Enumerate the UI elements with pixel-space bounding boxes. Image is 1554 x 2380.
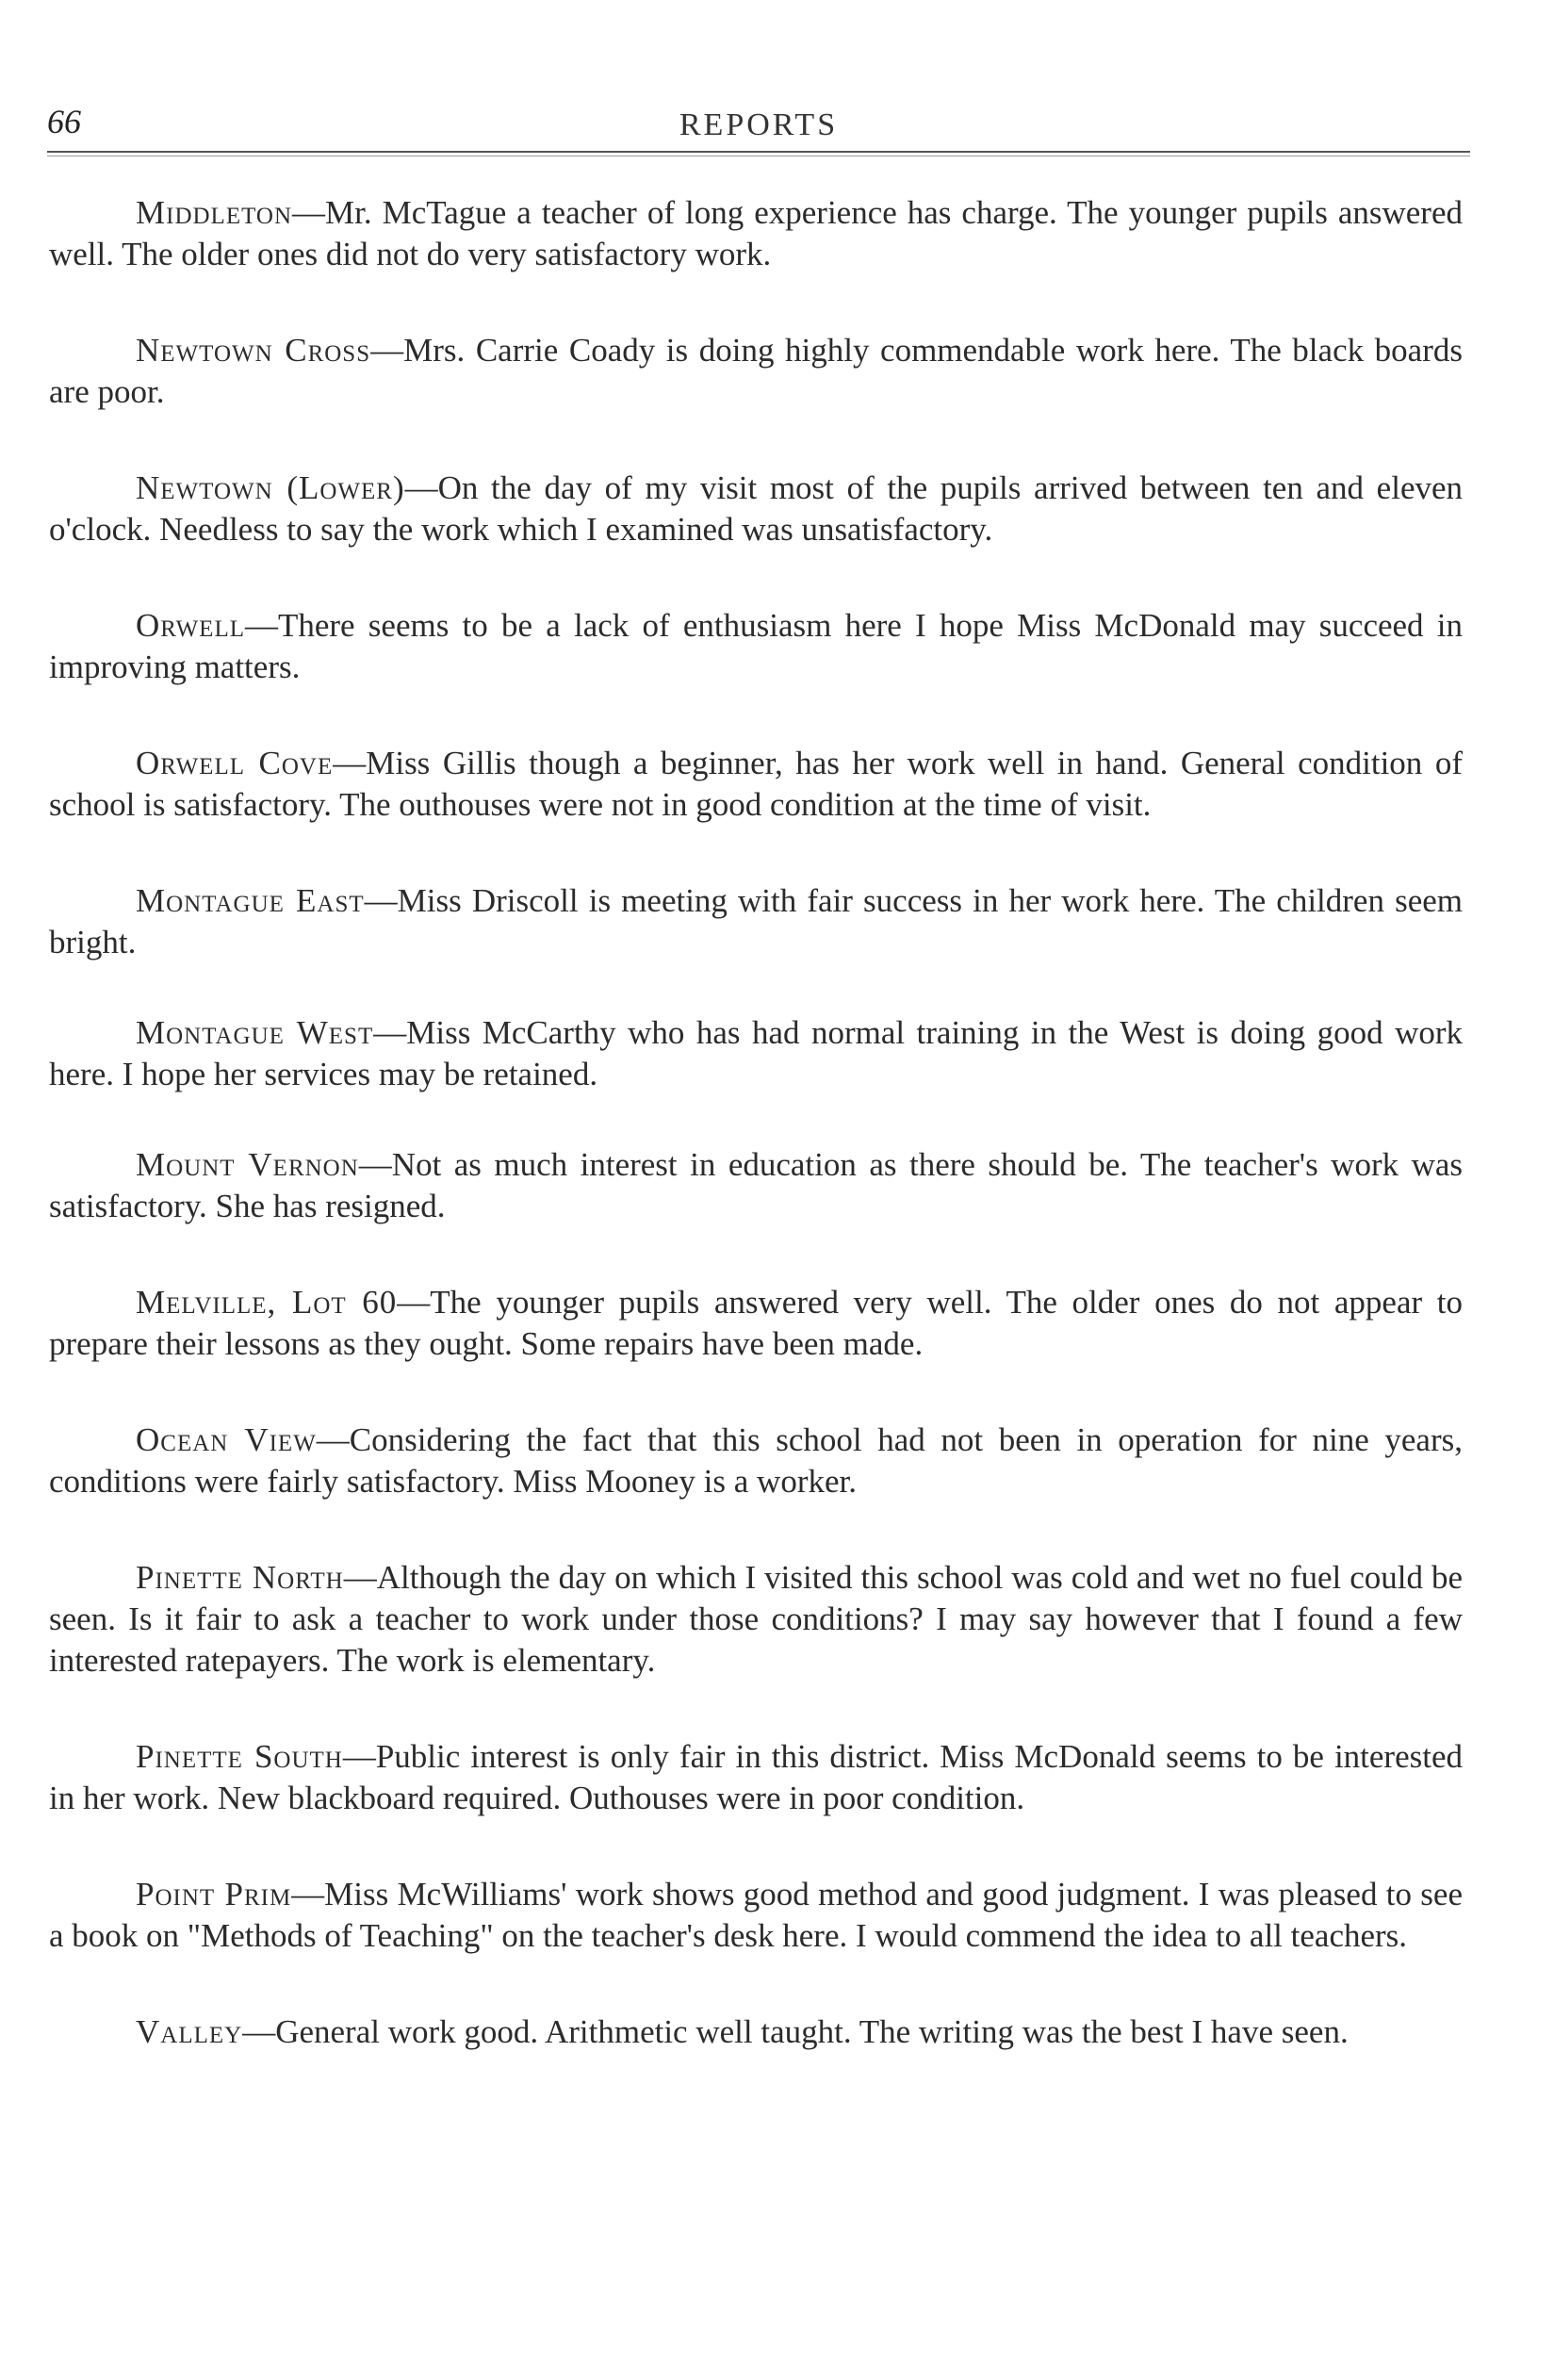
report-text: —There seems to be a lack of enthusiasm here I hope Miss McDonald may succeed in improving matters.	[49, 607, 1463, 685]
report-entry-pinette-south	[49, 1736, 1463, 1819]
report-entry-pinette-north	[49, 1557, 1463, 1682]
report-text: —Public interest is only fair in this district. Miss McDonald seems to be interested in her work. New blackboard required. Outhouses were in poor condition.	[49, 1738, 1463, 1816]
school-name: Pinette North	[136, 1559, 344, 1596]
report-body	[49, 192, 1463, 2108]
school-name: Newtown (Lower)	[136, 469, 405, 506]
report-entry-newtown-cross	[49, 330, 1463, 413]
report-text: —Mr. McTague a teacher of long experience has charge. The younger pupils answered well. The older ones did not do very satisfactory work.	[49, 194, 1463, 272]
report-text: —Miss McWilliams' work shows good method and good judgment. I was pleased to see a book on "Methods of Teaching" on the teacher's desk here. I would commend the idea to all teachers.	[49, 1876, 1463, 1954]
report-text: —Considering the fact that this school had not been in operation for nine years, conditions were fairly satisfactory. Miss Mooney is a worker.	[49, 1421, 1463, 1500]
report-text: —On the day of my visit most of the pupils arrived between ten and eleven o'clock. Needless to say the work which I examined was unsatisfactory.	[49, 469, 1464, 548]
report-text: —Not as much interest in education as there should be. The teacher's work was satisfactory. She has resigned.	[49, 1146, 1464, 1224]
page-number: 66	[47, 103, 81, 140]
school-name: Orwell Cove	[136, 745, 334, 781]
report-text: —The younger pupils answered very well. The older ones do not appear to prepare their lessons as they ought. Some repairs have been made.	[49, 1284, 1464, 1362]
report-text: —Mrs. Carrie Coady is doing highly commendable work here. The black boards are poor.	[49, 332, 1463, 410]
report-entry-montague-east	[49, 880, 1463, 963]
school-name: Newtown Cross	[136, 332, 371, 369]
report-entry-melville	[49, 1282, 1463, 1365]
report-entry-orwell	[49, 605, 1463, 688]
school-name: Mount Vernon	[136, 1146, 359, 1183]
school-name: Middleton	[136, 194, 293, 231]
report-text: —Miss McCarthy who has had normal training in the West is doing good work here. I hope her services may be retained.	[49, 1014, 1463, 1092]
school-name: Pinette South	[136, 1738, 343, 1775]
report-entry-newtown-lower	[49, 468, 1463, 550]
report-entry-point-prim	[49, 1874, 1463, 1957]
running-head-title: REPORTS	[679, 107, 839, 142]
school-name: Orwell	[136, 607, 245, 644]
report-entry-middleton	[49, 192, 1463, 275]
school-name: Ocean View	[136, 1421, 317, 1458]
report-entry-ocean-view	[49, 1420, 1463, 1502]
school-name: Point Prim	[136, 1876, 292, 1912]
school-name: Montague West	[136, 1014, 374, 1051]
report-text: —Although the day on which I visited this school was cold and wet no fuel could be seen. Is it fair to ask a teacher to work under those conditions? I may say however that I found a few interested ratepayers. The work is elementary.	[49, 1559, 1463, 1679]
school-name: Melville, Lot 60	[136, 1284, 398, 1321]
report-text: —Miss Gillis though a beginner, has her work well in hand. General condition of school is satisfactory. The outhouses were not in good condition at the time of visit.	[49, 745, 1463, 823]
report-entry-montague-west	[49, 1012, 1463, 1095]
report-entry-orwell-cove	[49, 743, 1463, 826]
report-text: —General work good. Arithmetic well taught. The writing was the best I have seen.	[242, 2013, 1349, 2050]
page-header	[47, 102, 1470, 158]
report-text: —Miss Driscoll is meeting with fair success in her work here. The children seem bright.	[49, 882, 1463, 960]
school-name: Valley	[136, 2013, 243, 2050]
report-entry-valley	[49, 2011, 1463, 2053]
header-rule	[47, 151, 1470, 153]
school-name: Montague East	[136, 882, 365, 919]
report-entry-mount-vernon	[49, 1144, 1463, 1227]
